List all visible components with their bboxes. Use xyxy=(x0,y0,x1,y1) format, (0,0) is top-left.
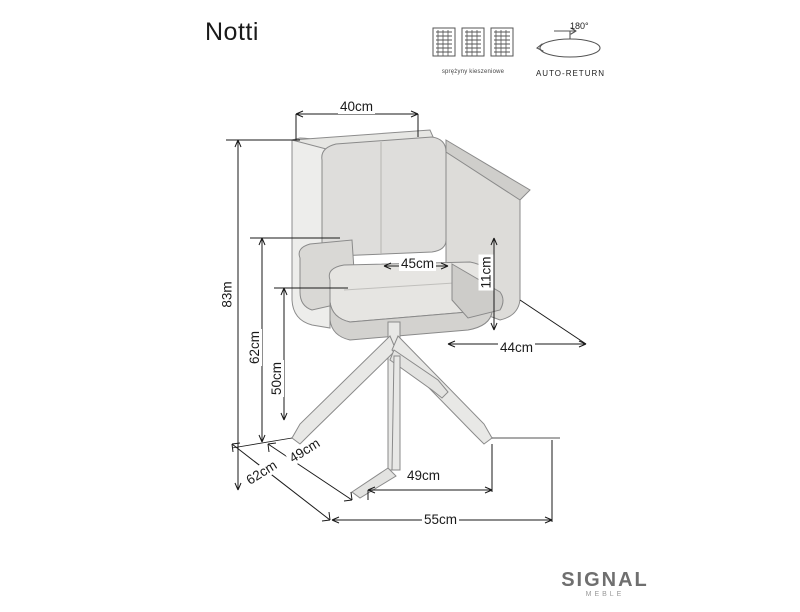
dimension-label-armrest-height: 11cm xyxy=(478,256,494,289)
page-title: Notti xyxy=(205,18,259,46)
dimension-label-overall-depth: 44cm xyxy=(500,340,534,355)
brand-name: SIGNAL xyxy=(561,569,649,591)
badge-pocket-springs-label: sprężyny kieszeniowe xyxy=(441,69,505,75)
dimension-label-arm-height: 50cm xyxy=(269,361,285,396)
dimension-label-base-depth-inner: 49cm xyxy=(286,435,323,466)
dimension-label-back-height: 62cm xyxy=(247,330,263,365)
dimension-label-total-height: 83m xyxy=(219,281,235,308)
brand-logo xyxy=(545,570,665,600)
badge-auto-return-label: AUTO-RETURN xyxy=(535,69,606,78)
brand-subtitle: MEBLE xyxy=(585,591,625,598)
dimension-label-base-depth-outer: 62cm xyxy=(243,457,280,488)
dimension-label-seat-back-width: 40cm xyxy=(340,99,374,114)
dimension-label-base-width-outer: 55cm xyxy=(424,512,458,527)
dimension-label-seat-depth: 45cm xyxy=(401,256,435,271)
svg-text:180°: 180° xyxy=(570,22,589,31)
dimension-label-base-width-inner: 49cm xyxy=(407,468,441,483)
